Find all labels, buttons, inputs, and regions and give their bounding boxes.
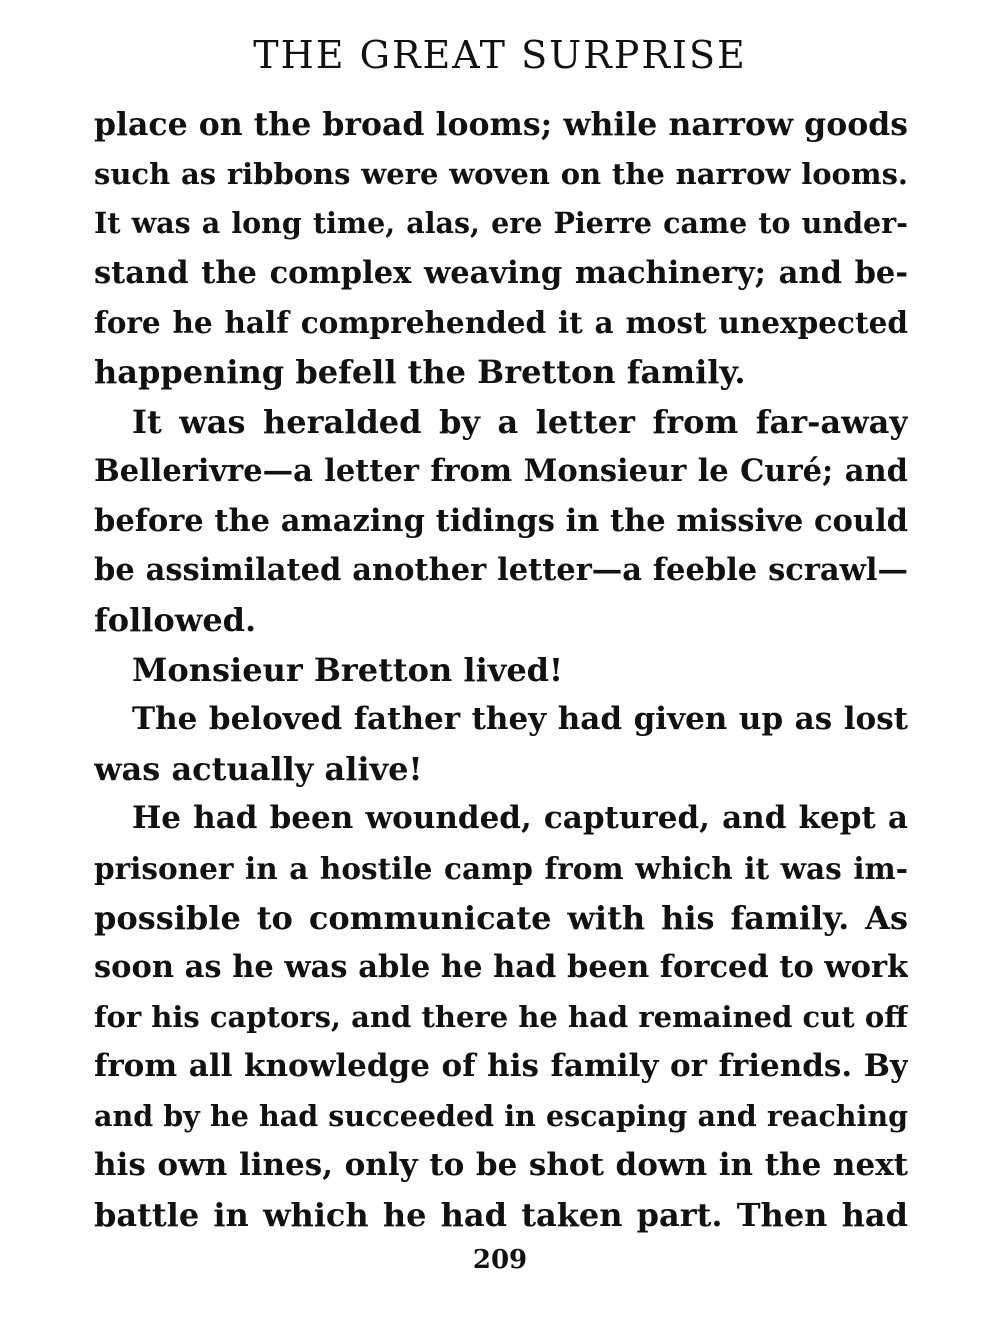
text-line: Bellerivre—a letter from Monsieur le Curé; and <box>94 453 908 490</box>
text-line: for his captors, and there he had remained cut off <box>94 999 908 1034</box>
text-line: such as ribbons were woven on the narrow looms. <box>94 156 908 191</box>
text-line: stand the complex weaving machinery; and be- <box>94 254 908 291</box>
text-line: He had been wounded, captured, and kept a <box>132 800 908 837</box>
text-line: The beloved father they had given up as lost <box>132 701 908 738</box>
body-text <box>94 100 908 1241</box>
text-line: possible to communicate with his family. As <box>94 898 908 937</box>
text-line: be assimilated another letter—a feeble scrawl— <box>94 552 908 589</box>
text-line: prisoner in a hostile camp from which it was im- <box>94 850 908 886</box>
text-line: It was heralded by a letter from far-away <box>132 402 908 441</box>
text-line: battle in which he had taken part. Then had <box>94 1196 908 1235</box>
page-number: 209 <box>472 1245 528 1275</box>
text-line: It was a long time, alas, ere Pierre came to under- <box>94 206 908 241</box>
text-line: place on the broad looms; while narrow goods <box>94 106 908 143</box>
text-line: was actually alive! <box>94 749 423 788</box>
text-line: fore he half comprehended it a most unexpected <box>94 305 908 341</box>
text-line: before the amazing tidings in the missive could <box>94 502 908 539</box>
text-line: his own lines, only to be shot down in the next <box>94 1147 908 1184</box>
text-line: and by he had succeeded in escaping and reaching <box>94 1098 908 1133</box>
running-head: THE GREAT SURPRISE <box>253 33 747 77</box>
text-line: followed. <box>94 600 257 639</box>
text-line: happening befell the Bretton family. <box>94 352 746 391</box>
text-line: soon as he was able he had been forced to work <box>94 949 908 986</box>
text-line: Monsieur Bretton lived! <box>132 650 564 689</box>
text-line: from all knowledge of his family or friends. By <box>94 1048 908 1085</box>
